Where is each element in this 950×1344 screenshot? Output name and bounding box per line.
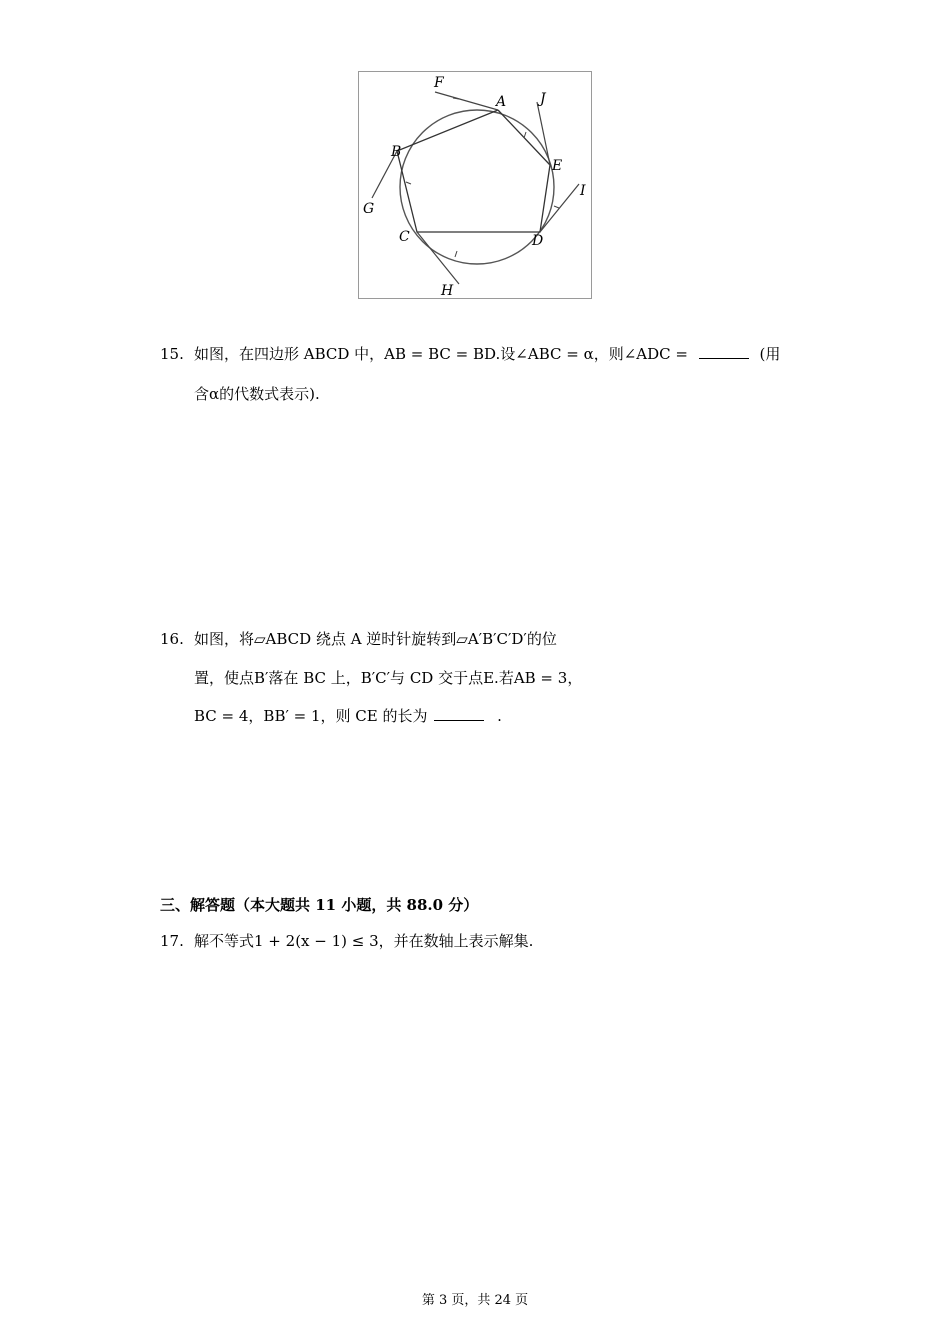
question-15-line-1	[194, 344, 780, 364]
ray-CH	[417, 232, 459, 284]
question-text-tail: .	[497, 707, 502, 725]
question-text: 如图，在四边形 ABCD 中，AB = BC = BD.设∠ABC = α，则∠ADC =	[194, 345, 688, 363]
label-F: F	[434, 75, 444, 91]
section-title: 三、解答题（本大题共 11 小题，共 88.0 分）	[160, 896, 479, 914]
answer-blank[interactable]	[699, 344, 749, 359]
question-number: 16.	[160, 630, 184, 648]
question-text: 含α的代数式表示).	[194, 385, 320, 403]
question-text: 置，使点B′落在 BC 上，B′C′与 CD 交于点E.若AB = 3，	[194, 669, 583, 687]
page-footer: 第 3 页，共 24 页	[421, 1293, 529, 1308]
ray-AF	[435, 92, 498, 110]
label-G: G	[363, 201, 375, 217]
ray-EJ	[537, 102, 550, 165]
question-text: BC = 4，BB′ = 1，则 CE 的长为	[194, 707, 428, 725]
question-text: 解不等式1 + 2(x − 1) ≤ 3，并在数轴上表示解集.	[194, 932, 534, 950]
label-A: A	[496, 94, 507, 110]
label-H: H	[441, 283, 454, 299]
label-J: J	[540, 91, 546, 107]
label-B: B	[391, 144, 402, 160]
circumcircle	[400, 110, 554, 264]
label-D: D	[532, 233, 544, 249]
question-number: 15.	[160, 345, 184, 363]
question-text: 如图，将▱ABCD 绕点 A 逆时针旋转到▱A′B′C′D′的位	[194, 630, 557, 648]
answer-blank[interactable]	[434, 706, 484, 721]
question-number: 17.	[160, 932, 184, 950]
pentagon-diagram	[359, 72, 593, 300]
question-text-tail: (用	[759, 345, 781, 363]
label-E: E	[552, 158, 563, 174]
label-C: C	[399, 229, 410, 245]
question-16-line-3-content	[194, 706, 502, 726]
pentagon-figure	[358, 71, 592, 299]
label-I: I	[580, 183, 586, 199]
